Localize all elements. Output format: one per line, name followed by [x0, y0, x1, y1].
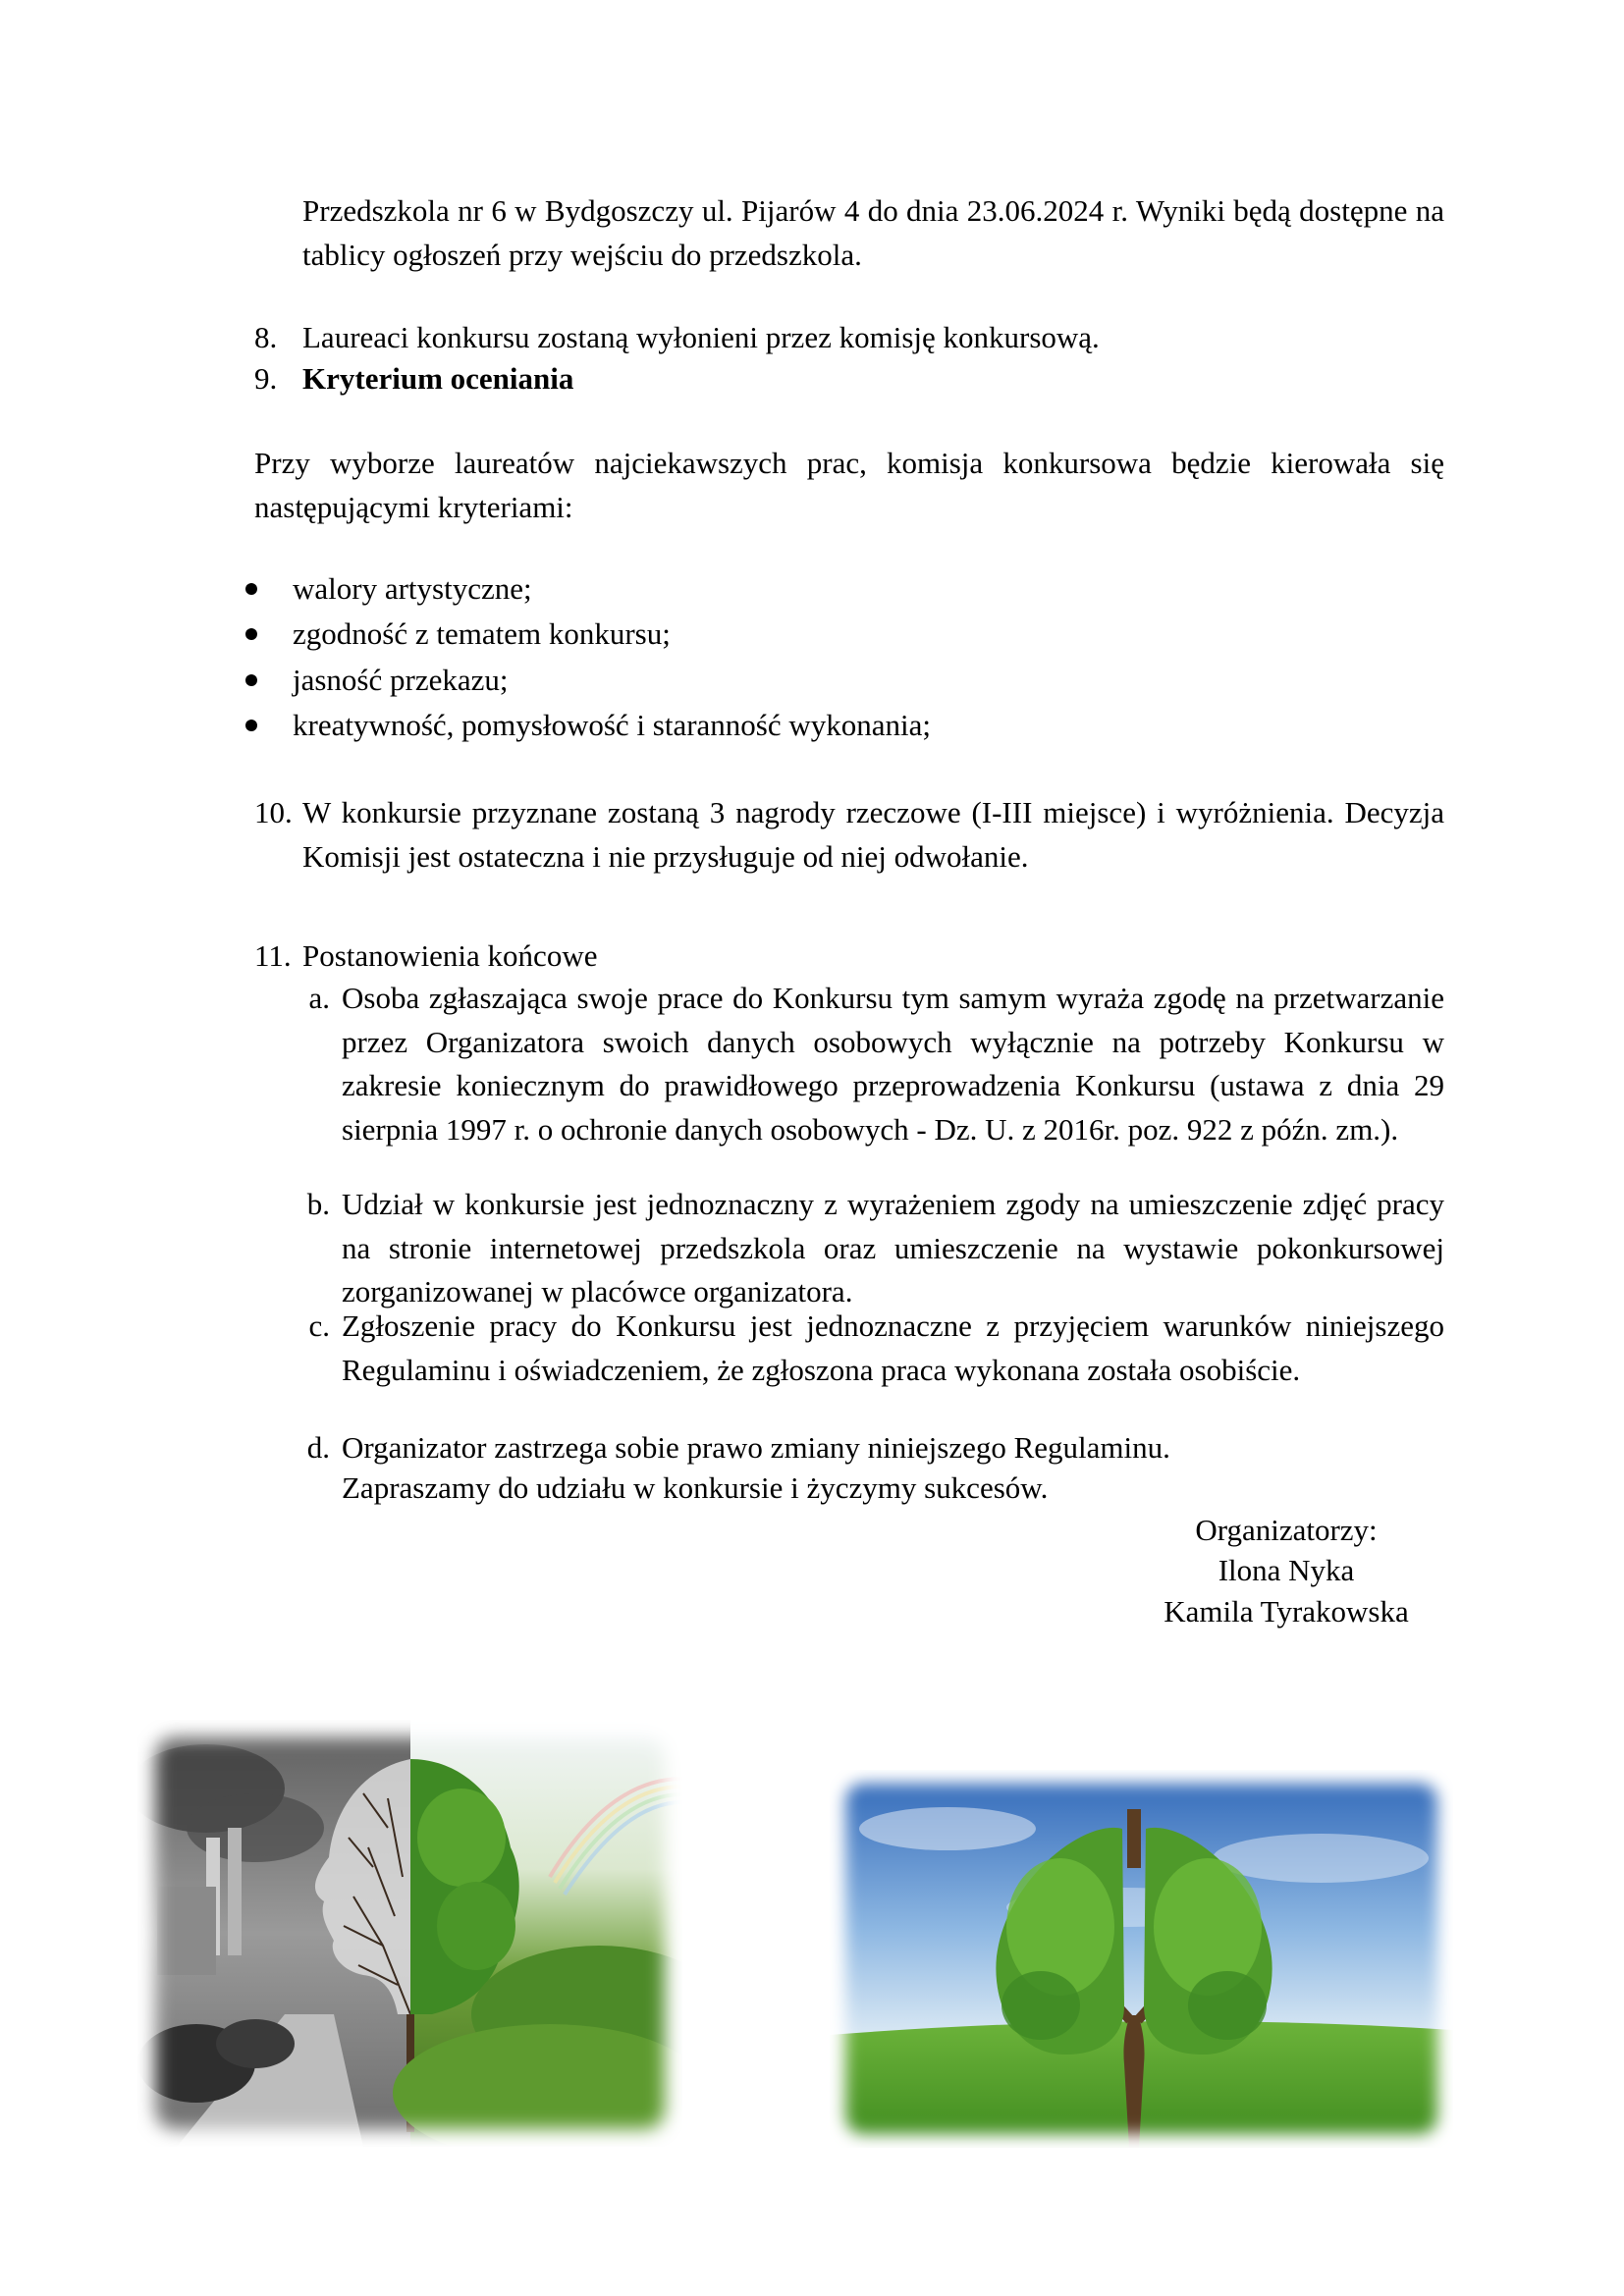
provision-d-text: Organizator zastrzega sobie prawo zmiany niniejszego Regulaminu.: [342, 1430, 1170, 1465]
item-8-number: 8.: [254, 320, 278, 354]
item-8-text: Laureaci konkursu zostaną wyłonieni przez komisję konkursową.: [302, 320, 1100, 354]
item-11-title: Postanowienia końcowe: [302, 938, 598, 973]
provision-letter: a.: [308, 981, 330, 1015]
provision-b-text: Udział w konkursie jest jednoznaczny z wyrażeniem zgody na umieszczenie zdjęć pracy na stronie internetowej przedszkola oraz umieszczenie na wystawie pokonkursowej zorganizowanej w placówce organizatora.: [342, 1187, 1444, 1308]
bullet-icon: [245, 583, 257, 595]
criteria-item-text: walory artystyczne;: [293, 571, 532, 606]
provision-a-text: Osoba zgłaszająca swoje prace do Konkursu tym samym wyraża zgodę na przetwarzanie przez Organizatora swoich danych osobowych wyłącznie na potrzeby Konkursu w zakresie koniecznym do prawidłowego przeprowadzenia Konkursu (ustawa z dnia 29 sierpnia 1997 r. o ochronie danych osobowych - Dz. U. z 2016r. poz. 922 z późn. zm.).: [342, 981, 1444, 1147]
item-10-number: 10.: [254, 795, 293, 829]
bullet-icon: [245, 628, 257, 640]
organizers-label: Organizatorzy:: [1195, 1513, 1378, 1547]
provision-letter: d.: [306, 1430, 330, 1465]
item-10-text: W konkursie przyznane zostaną 3 nagrody rzeczowe (I-III miejsce) i wyróżnienia. Decyzja Komisji jest ostateczna i nie przysługuje od niej odwołanie.: [302, 795, 1444, 874]
closing-line: Zapraszamy do udziału w konkursie i życzymy sukcesów.: [342, 1470, 1049, 1505]
provision-letter: c.: [308, 1308, 330, 1343]
criteria-item-text: zgodność z tematem konkursu;: [293, 616, 671, 651]
criteria-item-text: kreatywność, pomysłowość i staranność wykonania;: [293, 708, 932, 742]
split-face-tree-image: [137, 1720, 682, 2147]
organizer-name: Kamila Tyrakowska: [1164, 1594, 1409, 1629]
provision-letter: b.: [306, 1187, 330, 1221]
intro-continuation: Przedszkola nr 6 w Bydgoszczy ul. Pijarów 4 do dnia 23.06.2024 r. Wyniki będą dostępne na tablicy ogłoszeń przy wejściu do przedszkola.: [302, 193, 1444, 272]
bullet-icon: [245, 720, 257, 731]
lung-tree-image: [830, 1770, 1453, 2148]
criteria-item-text: jasność przekazu;: [293, 663, 509, 697]
item-9-number: 9.: [254, 361, 278, 396]
item-9-title: Kryterium oceniania: [302, 361, 574, 396]
bullet-icon: [245, 674, 257, 686]
item-9-heading: [302, 357, 1444, 401]
item-11-number: 11.: [254, 938, 292, 973]
criteria-intro: Przy wyborze laureatów najciekawszych prac, komisja konkursowa będzie kierowała się następującymi kryteriami:: [254, 446, 1444, 524]
organizer-name: Ilona Nyka: [1218, 1553, 1355, 1587]
provision-c-text: Zgłoszenie pracy do Konkursu jest jednoznaczne z przyjęciem warunków niniejszego Regulaminu i oświadczeniem, że zgłoszona praca wykonana została osobiście.: [342, 1308, 1444, 1387]
